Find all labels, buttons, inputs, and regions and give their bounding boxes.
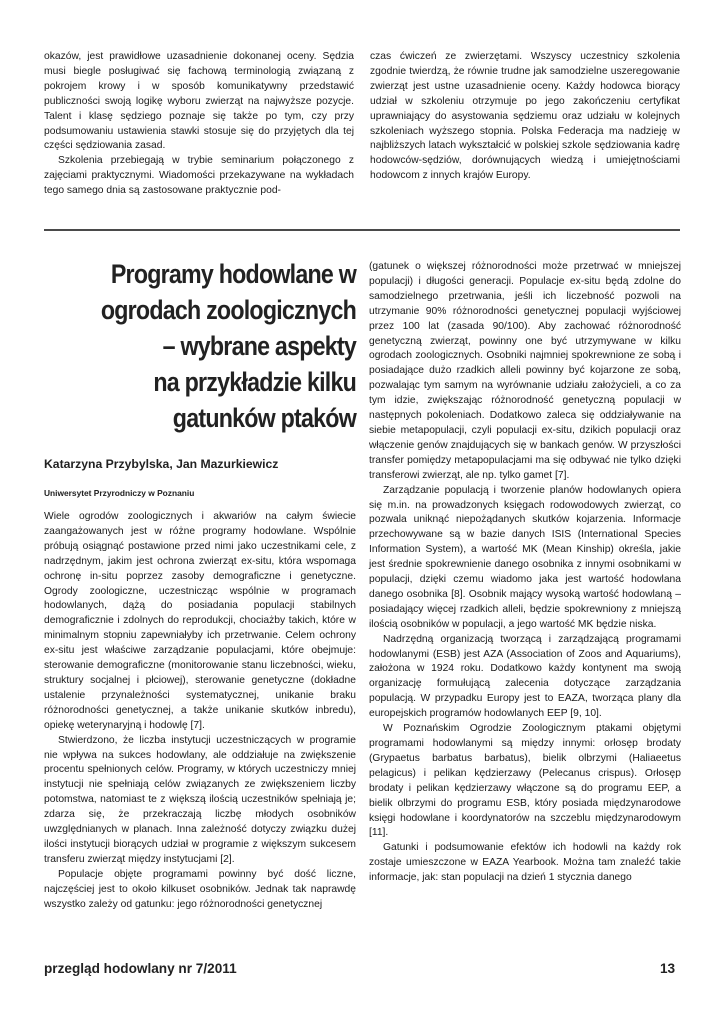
title-line: gatunków ptaków (172, 403, 356, 433)
top-left-column (44, 50, 354, 199)
title-line: na przykładzie kilku (153, 367, 356, 397)
paragraph: Wiele ogrodów zoologicznych i akwariów na całym świecie zaangażowanych jest w różne programy hodowlane. Wspólnie próbują osiągnąć postawione przed nimi jako uczestnikami cele, z nadrzędnym, jakim jest ochrona zwierząt ex-situ, która wspomaga ochronę in-situ poprzez zasoby demograficzne i genetyczne. Ogrody zoologiczne, uczestnicząc wspólnie w programach hodowlanych, dążą do posiadania populacji stabilnych demograficznie i zdolnych do reprodukcji, chociażby takich, które w minimalnym stopniu zapewniałyby ich przetrwanie. Celem ochrony ex-situ jest właściwe zarządzanie populacjami, które obejmuje: sterowanie demograficzne (monitorowanie stanu liczebności, wieku, struktury socjalnej i płciowej), sterowanie genetyczne (dokładne ustalenie przynależności systematycznej, unikanie braku różnorodności genetycznej, a także unikanie skutków inbredu), opiekę weterynaryjną i hodowlę [7]. (44, 511, 356, 731)
title-line: – wybrane aspekty (162, 331, 356, 361)
title-line: ogrodach zoologicznych (100, 295, 356, 325)
paragraph: Stwierdzono, że liczba instytucji uczestniczących w programie nie wpływa na sukces hodowlany, ale oddziałuje na zwiększenie procentu spełnionych celów. Programy, w których uczestniczy mniej instytucji nie spełniają celów związanych ze zwiększeniem liczby potomstwa, natomiast te z większą ilością uczestników spełniają je; zdarza się, że przekraczają liczbę młodych osobników uwzględnianych w planach. Inna zależność dotyczy związku dużej ilości instytucji biorących udział w programie z większym sukcesem transferu zwierząt między instytucjami [2]. (44, 734, 356, 865)
title-line: Programy hodowlane w (110, 259, 356, 289)
page-number: 13 (660, 961, 676, 976)
paragraph: (gatunek o większej różnorodności może przetrwać w mniejszej populacji) i długości generacji. Populacje ex-situ będą zdolne do samodzielnego przetrwania, jeśli ich liczebność pozwoli na utrzymanie 90% różnorodności genetycznej populacji wyjściowej przez 100 lat (zasada 90/100). Aby zachować różnorodność genetyczną zwierząt, powinny one być utrzymywane w kilku ogrodach zoologicznych. Osobniki najmniej spokrewnione ze sobą i posiadające dużo rzadkich alleli powinny być kojarzone ze sobą, pozwalając tym samym na wyrównanie udziału założycieli, a co za tym idzie, zwiększając różnorodność genetyczną populacji w następnych pokoleniach. Dodatkowo zaleca się oddziaływanie na siebie metapopulacji, czyli populacji ex-situ, dzikich populacji oraz włączenie genów znajdujących się w bankach genów. W przyszłości transfer pomiędzy metapopulacjami ma się odbywać nie tylko dzięki transferowi zwierząt, ale np. tylko gamet [7]. (369, 261, 681, 481)
article-authors: Katarzyna Przybylska, Jan Mazurkiewicz (44, 457, 279, 471)
paragraph: Nadrzędną organizacją tworzącą i zarządzającą programami hodowlanymi (ESB) jest AZA (Association of Zoos and Aquariums), założona w 1924 roku. Dodatkowo każdy kontynent ma swoją organizację formułującą zalecenia dotyczące zarządzania populacją. W przypadku Europy jest to EAZA, tworząca plany dla europejskich programów hodowlanych EEP [9, 10]. (369, 633, 681, 720)
paragraph: Zarządzanie populacją i tworzenie planów hodowlanych opiera się m.in. na prowadzonych księgach rodowodowych zwierząt, co pozwala uniknąć niepożądanych skutków kojarzenia. Informacje przechowywane są w bazie danych ISIS (International Species Information System), a wartość MK (Mean Kinship) określa, jakie jest średnie spokrewnienie danego osobnika z innymi osobnikami w populacji, dzięki czemu wiadomo jaka jest wartość hodowlana danego osobnika [8]. Osobnik mający wysoką wartość hodowlaną – posiadający więcej rzadkich alleli, będzie spokrewniony z mniejszą ilością osobników w populacji, a jego wartość MK będzie niska. (369, 484, 681, 630)
paragraph: czas ćwiczeń ze zwierzętami. Wszyscy uczestnicy szkolenia zgodnie twierdzą, że równie trudne jak samodzielne uszeregowanie zwierząt jest ustne uzasadnienie oceny. Każdy hodowca biorący udział w szkoleniu otrzymuje po jego zakończeniu certyfikat uprawniający do asystowania sędziemu oraz udziału w kolejnych szkoleniach wyższego stopnia. Polska Federacja ma nadzieję w najbliższych latach wykształcić w polskiej szkole sędziowania kadrę hodowców-sędziów, dorównujących wiedzą i umiejętnościami hodowcom z innych krajów Europy. (370, 51, 680, 182)
author-affiliation: Uniwersytet Przyrodniczy w Poznaniu (44, 488, 195, 498)
top-right-column (370, 50, 680, 184)
journal-footer: przegląd hodowlany nr 7/2011 (44, 961, 237, 976)
article-right-column (369, 260, 681, 886)
paragraph: okazów, jest prawidłowe uzasadnienie dokonanej oceny. Sędzia musi biegle posługiwać się fachową terminologią związaną z pokrojem krowy i w sposób komunikatywny przedstawić publiczności swoją logikę wyboru zwierząt na najwyższe pozycje. Talent i klasę sędziego poznaje się także po tym, czy przy podsumowaniu ustawienia stawki stosuje się do przyjętych dla tej części sędziowania zasad. (44, 51, 354, 152)
section-divider (44, 229, 680, 231)
paragraph: Szkolenia przebiegają w trybie seminarium połączonego z zajęciami praktycznymi. Wiadomości przekazywane na wykładach tego samego dnia są zastosowane praktycznie pod- (44, 155, 354, 197)
paragraph: W Poznańskim Ogrodzie Zoologicznym ptakami objętymi programami hodowlanymi są między innymi: orłosęp brodaty (Grypaetus barbatus barbatus), bielik olbrzymi (Haliaeetus pelagicus) i pelikan kędzierzawy (Pelecanus crispus). Orłosęp brodaty i pelikan kędzierzawy włączone są do programu EEP, a bielik olbrzymi do programu ESB, który posiada międzynarodowe księgi hodowlane i koordynatorów na szczeblu międzynarodowym [11]. (369, 723, 681, 839)
paragraph: Populacje objęte programami powinny być dość liczne, najczęściej jest to około kilkuset osobników. Jednak tak naprawdę wszystko zależy od gatunku: jego różnorodności genetycznej (44, 868, 356, 910)
article-title (88, 256, 356, 436)
article-left-column (44, 510, 356, 912)
paragraph: Gatunki i podsumowanie efektów ich hodowli na każdy rok zostaje umieszczone w EAZA Yearbook. Można tam znaleźć takie informacje, jak: stan populacji na dzień 1 stycznia danego (369, 842, 681, 884)
